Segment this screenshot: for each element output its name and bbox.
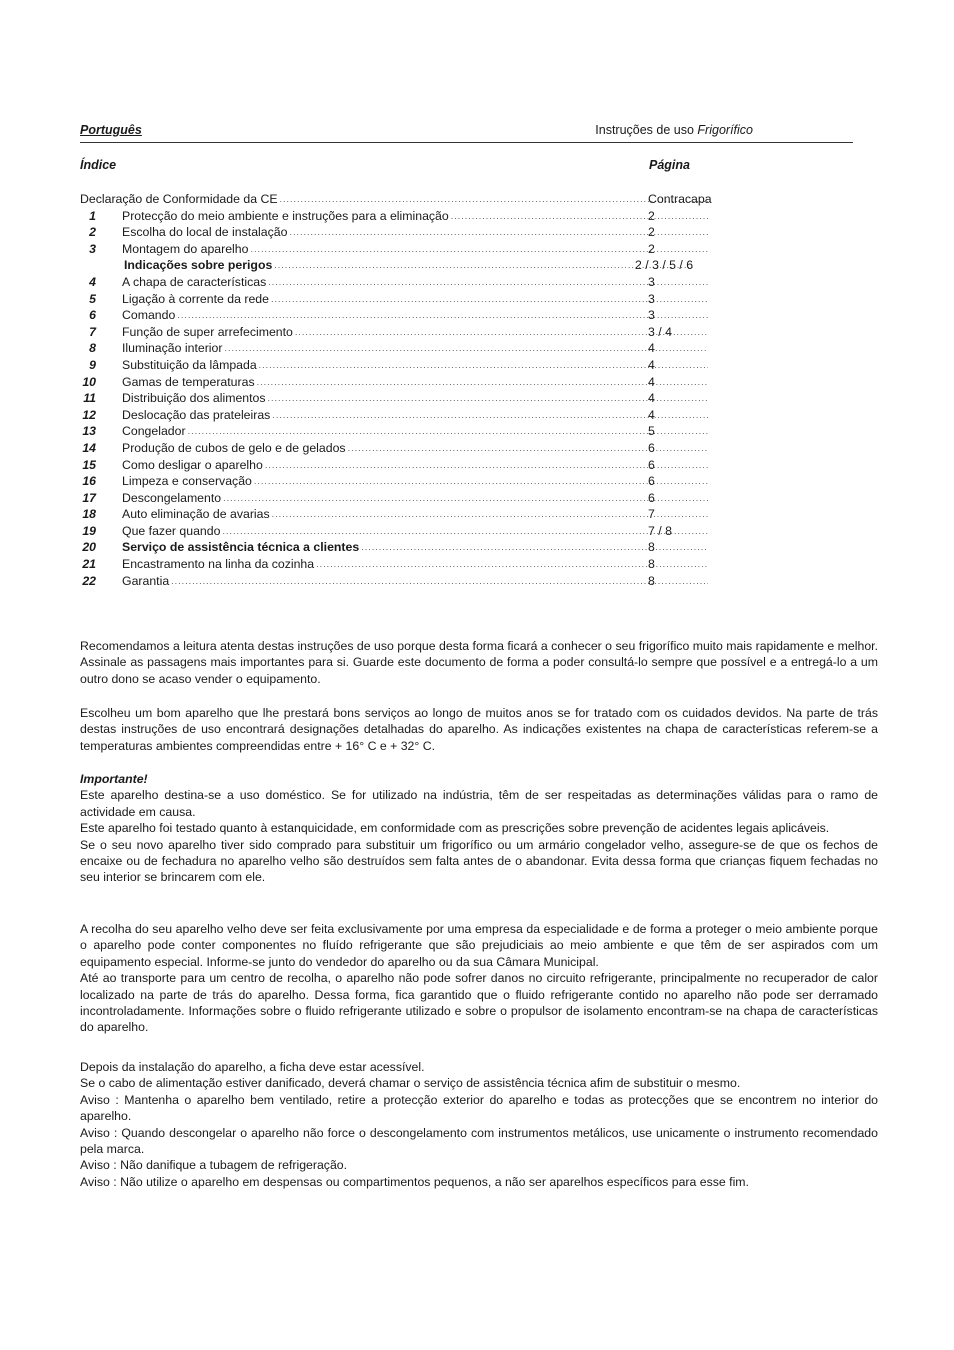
warning-text-1: Aviso : Mantenha o aparelho bem ventilado, retire a protecção exterior do aparelho e todas as protecções que se encontrem no interior do aparelho. (80, 1092, 878, 1124)
table-of-contents (80, 191, 740, 589)
toc-number: 11 (83, 391, 96, 406)
toc-row (80, 473, 740, 490)
toc-row (80, 291, 740, 308)
toc-page: 6 (648, 490, 655, 505)
toc-label: Como desligar o aparelho (122, 457, 263, 472)
warning-text-2: Aviso : Quando descongelar o aparelho não force o descongelamento com instrumentos metálicos, use unicamente o instrumento recomendado pela marca. (80, 1125, 878, 1157)
toc-label: Função de super arrefecimento (122, 324, 293, 339)
toc-page: 8 (648, 573, 655, 588)
toc-page: 2 / 3 / 5 / 6 (635, 258, 694, 273)
toc-label: Deslocação das prateleiras (122, 407, 271, 422)
toc-page: 8 (648, 557, 655, 572)
toc-number: 6 (89, 308, 96, 323)
toc-label: Ligação à corrente da rede (122, 291, 269, 306)
toc-number: 8 (89, 341, 96, 356)
disposal-text-2: Até ao transporte para um centro de recolha, o aparelho não pode sofrer danos no circuito refrigerante, principalmente no recuperador de calor localizado na parte de trás do aparelho. Dessa forma, fica garantido que o fluido refrigerante contido no aparelho não pode ser derramado incontroladamente. Informações sobre o fluido refrigerante utilizado e sobre o propulsor de isolamento encontram-se na chapa de características do aparelho. (80, 971, 878, 1035)
toc-page: 8 (648, 540, 655, 555)
toc-row (80, 423, 740, 440)
toc-label: Escolha do local de instalação (122, 225, 288, 240)
toc-row (80, 539, 740, 556)
toc-page: 3 (648, 291, 655, 306)
intro-paragraph (80, 638, 878, 687)
toc-page: 7 / 8 (648, 523, 672, 538)
warnings-section (80, 1059, 878, 1190)
toc-page: Contracapa (648, 192, 712, 206)
toc-number: 17 (82, 490, 96, 505)
toc-row (80, 224, 740, 241)
toc-number: 7 (89, 324, 96, 339)
toc-index-heading: Índice (80, 158, 117, 172)
toc-page: 4 (648, 341, 655, 356)
important-section (80, 771, 878, 886)
toc-number: 13 (82, 424, 96, 439)
toc-page: 3 / 4 (648, 324, 672, 339)
toc-label: Descongelamento (122, 490, 222, 505)
toc-label: Distribuição dos alimentos (122, 391, 266, 406)
toc-row (80, 440, 740, 457)
important-text-1: Este aparelho destina-se a uso doméstico. Se for utilizado na indústria, têm de ser respeitadas as determinações válidas para o ramo de actividade em causa. (80, 788, 878, 819)
toc-number: 19 (82, 523, 96, 538)
toc-number: 9 (89, 357, 96, 372)
toc-label: Serviço de assistência técnica a clientes (122, 540, 360, 555)
toc-label: Gamas de temperaturas (122, 374, 255, 389)
language-label: Português (80, 123, 142, 137)
toc-row (80, 307, 740, 324)
document-title-product: Frigorífico (697, 123, 753, 137)
toc-label: Declaração de Conformidade da CE (80, 192, 278, 206)
toc-number: 18 (82, 507, 96, 522)
toc-label: Que fazer quando (122, 523, 221, 538)
toc-row (80, 523, 740, 540)
cable-text: Se o cabo de alimentação estiver danificado, deverá chamar o serviço de assistência técnica afim de substituir o mesmo. (80, 1076, 741, 1091)
toc-row (80, 257, 740, 274)
important-heading: Importante! (80, 772, 148, 786)
toc-label: Montagem do aparelho (122, 241, 249, 256)
plug-text: Depois da instalação do aparelho, a ficha deve estar acessível. (80, 1060, 425, 1074)
toc-number: 14 (82, 440, 96, 455)
toc-number: 3 (89, 241, 96, 256)
document-title (595, 123, 753, 137)
disposal-text-1: A recolha do seu aparelho velho deve ser feita exclusivamente por uma empresa da especialidade e de forma a proteger o meio ambiente porque o aparelho pode conter componentes no fluído refrigerante que são prejudiciais ao meio ambiente e que têm de ser aspirados com um equipamento especial. Informe-se junto do vendedor do aparelho ou da sua Câmara Municipal. (80, 922, 878, 969)
toc-label: Garantia (122, 573, 170, 588)
toc-page: 4 (648, 357, 655, 372)
toc-page: 2 (648, 225, 655, 240)
warning-text-3: Aviso : Não danifique a tubagem de refrigeração. (80, 1158, 348, 1173)
toc-row-intro (80, 191, 740, 208)
toc-page-heading: Página (649, 158, 690, 172)
toc-row (80, 457, 740, 474)
toc-row (80, 274, 740, 291)
toc-page: 4 (648, 407, 655, 422)
toc-page: 2 (648, 208, 655, 223)
disposal-section (80, 921, 878, 1036)
toc-number: 20 (82, 540, 96, 555)
toc-number: 21 (82, 557, 96, 572)
toc-label: Auto eliminação de avarias (122, 507, 270, 522)
toc-number: 5 (89, 291, 96, 306)
toc-label: A chapa de características (122, 274, 267, 289)
toc-row (80, 556, 740, 573)
toc-number: 4 (89, 274, 96, 289)
toc-row (80, 573, 740, 590)
toc-number: 12 (82, 407, 96, 422)
toc-number: 1 (89, 208, 96, 223)
document-title-prefix: Instruções de uso (595, 123, 694, 137)
toc-page: 6 (648, 457, 655, 472)
toc-label: Substituição da lâmpada (122, 357, 257, 372)
toc-row (80, 506, 740, 523)
toc-label: Limpeza e conservação (122, 474, 252, 489)
appliance-paragraph (80, 705, 878, 754)
toc-row (80, 340, 740, 357)
toc-row (80, 490, 740, 507)
toc-page: 7 (648, 507, 655, 522)
toc-number: 16 (82, 474, 96, 489)
toc-page: 4 (648, 374, 655, 389)
toc-label: Produção de cubos de gelo e de gelados (122, 440, 346, 455)
toc-number: 22 (82, 573, 96, 588)
toc-label: Iluminação interior (122, 341, 223, 356)
toc-row (80, 324, 740, 341)
toc-page: 3 (648, 308, 655, 323)
toc-number: 10 (82, 374, 96, 389)
toc-page: 2 (648, 241, 655, 256)
toc-row (80, 208, 740, 225)
toc-row (80, 357, 740, 374)
warning-text-4: Aviso : Não utilize o aparelho em despensas ou compartimentos pequenos, a não ser aparelhos específicos para esse fim. (80, 1174, 749, 1189)
toc-page: 4 (648, 391, 655, 406)
toc-number: 2 (89, 225, 96, 240)
toc-page: 5 (648, 424, 655, 439)
toc-page: 6 (648, 474, 655, 489)
toc-row (80, 241, 740, 258)
toc-number: 15 (82, 457, 96, 472)
important-text-3: Se o seu novo aparelho tiver sido comprado para substituir um frigorífico ou um armário congelador velho, assegure-se de que os fechos de encaixe ou de fechadura no aparelho velho são destruídos sem falta antes de o abandonar. Evita dessa forma que crianças fiquem fechadas no seu interior se brincarem com ele. (80, 837, 878, 885)
toc-label: Comando (122, 308, 176, 323)
toc-page: 3 (648, 274, 655, 289)
toc-label: Encastramento na linha da cozinha (122, 557, 315, 572)
toc-label: Congelador (122, 424, 186, 439)
important-text-2: Este aparelho foi testado quanto à estanquicidade, em conformidade com as prescrições sobre prevenção de acidentes legais aplicáveis. (80, 821, 830, 836)
toc-label: Protecção do meio ambiente e instruções para a eliminação (122, 208, 449, 223)
toc-label: Indicações sobre perigos (124, 258, 273, 273)
toc-row (80, 374, 740, 391)
toc-row (80, 407, 740, 424)
page-header (80, 123, 853, 143)
paragraph-text: Recomendamos a leitura atenta destas instruções de uso porque desta forma ficará a conhecer o seu frigorífico muito mais rapidamente e melhor. Assinale as passagens mais importantes para si. Guarde este documento de forma a poder consultá-lo sempre que possível e a entregá-lo a um outro dono se acaso vender o equipamento. (80, 639, 878, 686)
paragraph-text: Escolheu um bom aparelho que lhe prestará bons serviços ao longo de muitos anos se for tratado com os cuidados devidos. Na parte de trás destas instruções de uso encontrará designações detalhadas do aparelho. As indicações existentes na chapa de características referem-se a temperaturas ambientes compreendidas entre + 16° C e + 32° C. (80, 706, 878, 753)
toc-page: 6 (648, 440, 655, 455)
toc-row (80, 390, 740, 407)
